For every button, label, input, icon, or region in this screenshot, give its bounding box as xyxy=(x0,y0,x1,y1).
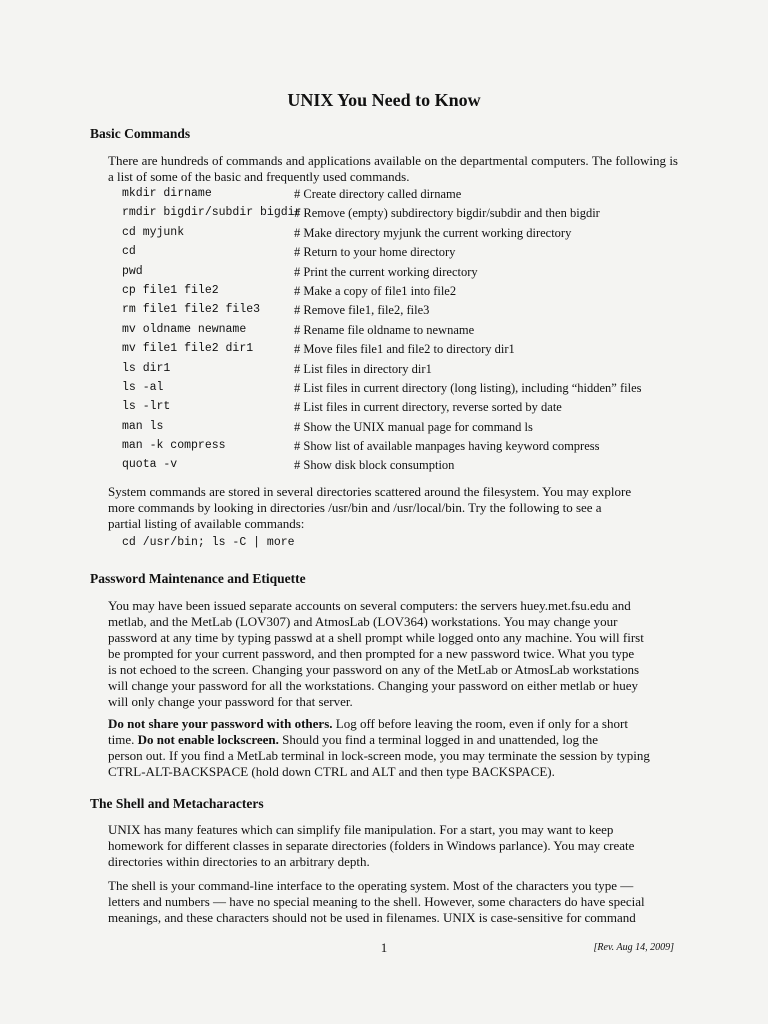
page-number: 1 xyxy=(380,940,388,955)
command-text: man ls xyxy=(122,419,164,433)
bold-warning: Do not share your password with others. xyxy=(108,716,333,731)
text-line: UNIX has many features which can simplify file manipulation. For a start, you may want to keep xyxy=(108,822,614,837)
text-line: is not echoed to the screen. Changing your password on any of the MetLab or AtmosLab workstations xyxy=(108,662,640,677)
command-text: quota -v xyxy=(122,458,178,472)
revision-date: [Rev. Aug 14, 2009] xyxy=(593,942,674,953)
text-line xyxy=(108,764,555,780)
text-line: homework for different classes in separate directories (folders in Windows parlance). You may create xyxy=(108,838,635,853)
command-row xyxy=(122,303,682,322)
text-line: will change your password for all the workstations. Changing your password on either metlab or huey xyxy=(108,678,638,693)
text-line xyxy=(108,748,650,764)
command-row xyxy=(122,265,682,284)
command-description: # Print the current working directory xyxy=(294,264,478,279)
command-description: # Show list of available manpages having keyword compress xyxy=(294,439,600,454)
command-text: ls -lrt xyxy=(122,400,171,414)
command-text: mv oldname newname xyxy=(122,322,247,336)
command-text: rmdir bigdir/subdir bigdir xyxy=(122,206,302,220)
command-row xyxy=(122,420,682,439)
section-heading-basic: Basic Commands xyxy=(90,126,191,141)
text-line: metlab, and the MetLab (LOV307) and AtmosLab (LOV364) workstations. You may change your xyxy=(108,614,618,629)
command-text: man -k compress xyxy=(122,439,226,453)
text-line: You may have been issued separate accounts on several computers: the servers huey.met.fsu.edu and xyxy=(108,598,631,613)
text-line: will only change your password for that server. xyxy=(108,694,353,709)
command-description: # Create directory called dirname xyxy=(294,187,462,201)
text-segment: CTRL-ALT-BACKSPACE (hold down CTRL and ALT and then type BACKSPACE). xyxy=(108,764,555,779)
text-line: System commands are stored in several directories scattered around the filesystem. You may explore xyxy=(108,484,632,499)
command-row xyxy=(122,284,682,303)
command-row xyxy=(122,400,682,419)
text-line xyxy=(108,716,628,732)
text-line: partial listing of available commands: xyxy=(108,516,305,531)
command-row xyxy=(122,226,682,245)
command-text: cd myjunk xyxy=(122,225,185,239)
command-description: # List files in directory dir1 xyxy=(294,361,432,376)
command-text: cp file1 file2 xyxy=(122,283,219,297)
command-text: ls -al xyxy=(122,380,164,394)
command-row xyxy=(122,245,682,264)
text-line xyxy=(108,732,598,748)
command-description: # Move files file1 and file2 to directory dir1 xyxy=(294,342,515,357)
command-row xyxy=(122,206,682,225)
command-text: ls dir1 xyxy=(122,361,171,375)
page-title: UNIX You Need to Know xyxy=(287,90,481,110)
text-segment: person out. If you find a MetLab terminal in lock-screen mode, you may terminate the session by typing xyxy=(108,748,650,763)
basic-intro-paragraph: There are hundreds of commands and applications available on the departmental computers. The following is a list of some of the basic and frequently used commands. xyxy=(108,153,678,184)
command-description: # Remove (empty) subdirectory bigdir/subdir and then bigdir xyxy=(294,206,600,221)
command-row xyxy=(122,342,682,361)
text-line: meanings, and these characters should not be used in filenames. UNIX is case-sensitive for command xyxy=(108,910,636,925)
text-line: password at any time by typing passwd at a shell prompt while logged onto any machine. You will first xyxy=(108,630,644,645)
bold-warning: Do not enable lockscreen. xyxy=(137,732,279,747)
text-line: more commands by looking in directories /usr/bin and /usr/local/bin. Try the following to see a xyxy=(108,500,602,515)
command-description: # List files in current directory (long listing), including “hidden” files xyxy=(294,380,642,395)
text-segment: Should you find a terminal logged in and unattended, log the xyxy=(278,732,599,747)
command-row xyxy=(122,323,682,342)
command-description: # Show the UNIX manual page for command ls xyxy=(294,419,533,434)
section-heading-shell: The Shell and Metacharacters xyxy=(90,796,264,811)
command-description: # Return to your home directory xyxy=(294,245,456,260)
command-row xyxy=(122,439,682,458)
command-text: rm file1 file2 file3 xyxy=(122,303,261,317)
command-row xyxy=(122,362,682,381)
command-row xyxy=(122,458,682,477)
command-description: # Make a copy of file1 into file2 xyxy=(294,283,457,298)
text-line: letters and numbers — have no special meaning to the shell. However, some characters do have special xyxy=(108,894,645,909)
text-line: The shell is your command-line interface to the operating system. Most of the characters you type — xyxy=(108,878,634,893)
section-heading-password: Password Maintenance and Etiquette xyxy=(90,571,306,586)
command-description: # Rename file oldname to newname xyxy=(294,322,475,337)
command-row xyxy=(122,381,682,400)
command-text: cd xyxy=(122,245,136,259)
text-line: be prompted for your current password, and then prompted for a new password twice. What you type xyxy=(108,646,635,661)
command-text: mv file1 file2 dir1 xyxy=(122,342,254,356)
command-table xyxy=(122,187,682,478)
text-segment: time. xyxy=(108,732,138,747)
text-segment: Log off before leaving the room, even if only for a short xyxy=(332,716,628,731)
command-description: # Show disk block consumption xyxy=(294,458,455,473)
command-row xyxy=(122,187,682,206)
command-text: pwd xyxy=(122,264,143,278)
example-command: cd /usr/bin; ls -C | more xyxy=(122,536,295,549)
text-line: directories within directories to an arbitrary depth. xyxy=(108,854,370,869)
command-description: # Make directory myjunk the current working directory xyxy=(294,225,572,240)
command-text: mkdir dirname xyxy=(122,187,212,200)
command-description: # List files in current directory, reverse sorted by date xyxy=(294,400,562,415)
command-description: # Remove file1, file2, file3 xyxy=(294,303,430,318)
